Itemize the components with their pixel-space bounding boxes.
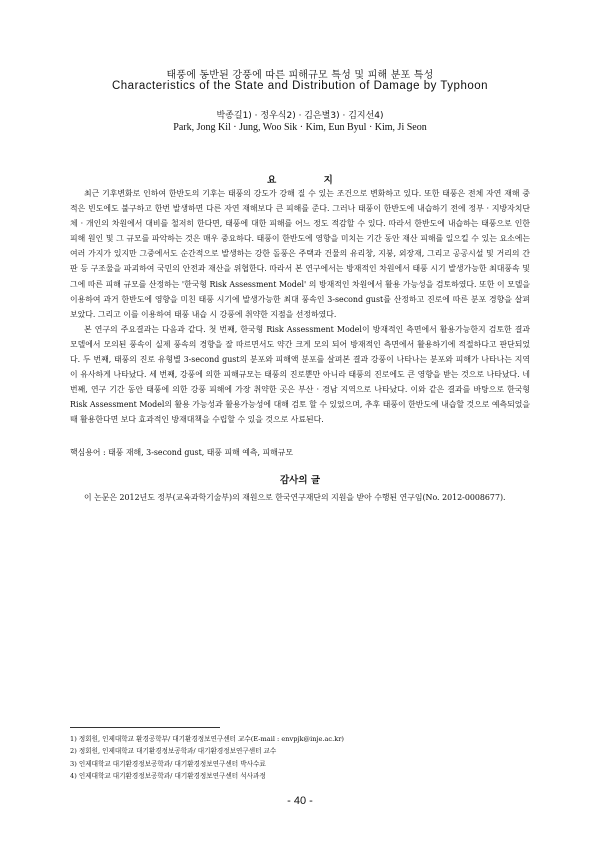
keywords: 핵심용어 : 태풍 재해, 3-second gust, 태풍 피해 예측, 피해규모 xyxy=(70,448,294,457)
title-korean: 태풍에 동반된 강풍에 따른 피해규모 특성 및 피해 분포 특성 xyxy=(166,70,434,81)
footnote-divider xyxy=(70,727,220,728)
footnote-item: 4) 인제대학교 대기환경정보공학과/ 대기환경정보연구센터 석사과정 xyxy=(70,772,266,781)
authors-english: Park, Jong Kil · Jung, Woo Sik · Kim, Eun Byul · Kim, Ji Seon xyxy=(173,122,427,133)
footnote-item: 2) 정회원, 인제대학교 대기환경정보공학과/ 대기환경정보연구센터 교수 xyxy=(70,747,277,756)
acknowledgment-text: 이 논문은 2012년도 정부(교육과학기술부)의 재원으로 한국연구재단의 지원을 받아 수행된 연구임(No. 2012-0008677). xyxy=(84,493,506,502)
footnote-item: 3) 인제대학교 대기환경정보공학과/ 대기환경정보연구센터 박사수료 xyxy=(70,759,266,768)
abstract-paragraph: 최근 기후변화로 인하여 한반도의 기후는 태풍의 강도가 강해 질 수 있는 조건으로 변화하고 있다. 또한 태풍은 전체 자연 재해 중 적은 빈도에도 불구하고 한번 발생하면 다른 자연 재해보다 큰 피해를 준다. 그러나 태풍이 한반도에 내습하기 전에 정부 · 지방자치단체 · 개인의 차원에서 대비를 철저히 한다면, 태풍에 대한 피해를 어느 정도 적감할 수 있다. 따라서 한반도에 내습하는 태풍으로 인한 피해 원인 및 그 규모를 파악하는 것은 매우 중요하다. 태풍이 한반도에 영향을 미치는 기간 동안 재산 피해를 일으킬 수 있는 요소에는 여러 가지가 있지만 그중에서도 순간적으로 발생하는 강한 돌풍은 주택과 건물의 유리창, 지붕, 외장재, 그리고 공공시설 및 거리의 간판 등 구조물을 파괴하여 국민의 안전과 재산을 위협한다. 따라서 본 연구에서는 방재적인 차원에서 태풍 시기 발생가능한 최대풍속 및 그에 따른 피해 규모를 산정하는 '한국형 Risk Assessment Model' 의 방재적인 차원에서 활용 가능성을 검토하였다. 또한 이 모델을 이용하여 과거 한반도에 영향을 미친 태풍 시기에 발생가능한 최대 풍속인 3-second gust를 산정하고 진로에 따른 분포 경향을 살펴보았다. 그리고 이를 이용하여 태풍 내습 시 강풍에 취약한 지점을 선정하였다. xyxy=(70,189,530,319)
page-number: - 40 - xyxy=(287,795,313,807)
abstract-body xyxy=(70,186,530,428)
title-english: Characteristics of the State and Distribution of Damage by Typhoon xyxy=(111,80,489,92)
footnote-item: 1) 정회원, 인제대학교 환경공학부/ 대기환경정보연구센터 교수(E-mail : envpjk@inje.ac.kr) xyxy=(70,735,344,743)
abstract-heading: 요 지 xyxy=(267,175,355,186)
acknowledgment-heading: 감사의 글 xyxy=(279,475,320,486)
abstract-paragraph: 본 연구의 주요결과는 다음과 같다. 첫 번째, 한국형 Risk Assessment Model이 방재적인 측면에서 활용가능한지 검토한 결과 모델에서 모의된 풍속이 실제 풍속의 경향을 잘 따르면서도 약간 크게 모의 되어 방재적인 측면에서 활용하기에 적절하다고 판단되었다. 두 번째, 태풍의 진로 유형별 3-second gust의 분포와 피해액 분포를 살펴본 결과 강풍이 나타나는 분포와 피해가 나타나는 지역이 유사하게 나타났다. 세 번째, 강풍에 의한 피해규모는 태풍의 진로뿐만 아니라 태풍의 진로에도 큰 영향을 받는 것으로 나타났다. 네 번째, 연구 기간 동안 태풍에 의한 강풍 피해에 가장 취약한 곳은 부산 · 경남 지역으로 나타났다. 이와 같은 결과를 바탕으로 한국형 Risk Assessment Model의 활용 가능성과 활용가능성에 대해 검토 할 수 있었으며, 추후 태풍이 한반도에 내습할 것으로 예측되었을 때 활용한다면 보다 효과적인 방재대책을 수립할 수 있을 것으로 사료된다. xyxy=(70,324,530,425)
footnotes xyxy=(70,733,530,783)
authors-korean: 박종길1) · 정우식2) · 김은별3) · 김지선4) xyxy=(216,111,384,121)
